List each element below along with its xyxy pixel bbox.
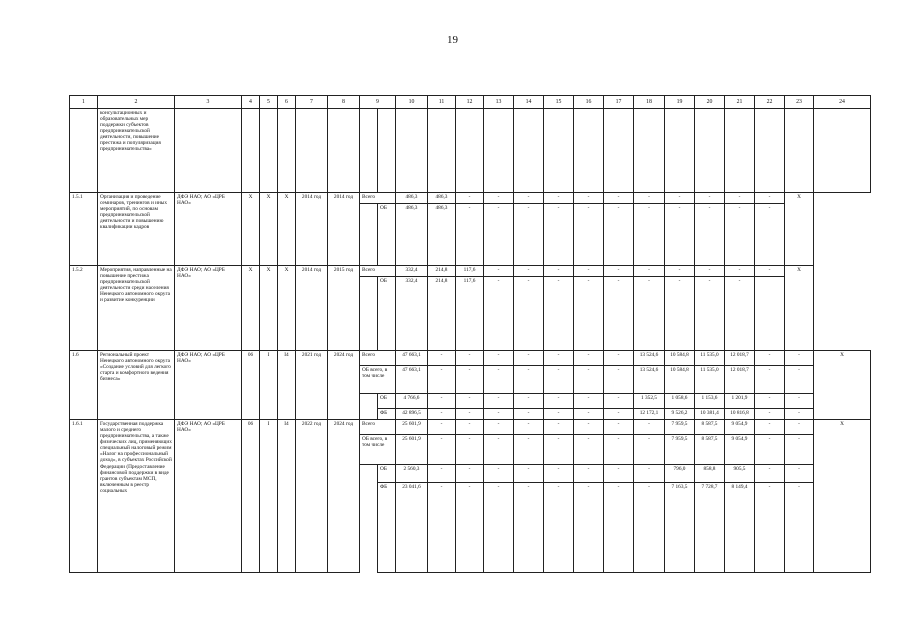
fund-source: Всего (360, 266, 396, 277)
header-cell: 16 (574, 96, 604, 109)
table-row: ФБ 42 896,5 - - - - - - - 12 172,1 9 526,2 10 381,4 10 816,8 - - (70, 409, 871, 420)
fund-source: ОБ (378, 204, 396, 266)
executor: ДФЭ НАО; АО «ЦРБ НАО» (175, 420, 242, 573)
fund-source: ОБ (378, 277, 396, 351)
measure-name: Региональный проект Ненецкого автономного округа «Создание условий для легкого старта и комфортного ведения бизнеса» (98, 351, 175, 420)
page-number: 19 (447, 34, 458, 46)
executor: ДФЭ НАО; АО «ЦРБ НАО» (175, 193, 242, 266)
table-row: ОБ всего, в том числе 25 601,9 - - - - - - - - 7 959,5 8 587,5 9 054,9 - - (70, 435, 871, 465)
row-id: 1.5.1 (70, 193, 98, 266)
start-year: 2014 год (296, 266, 328, 351)
table-row: 1.5.1 Организация и проведение семинаров, тренингов и иных мероприятий, по основам предпринимательской деятельности и повышению квалификации кадров ДФЭ НАО; АО «ЦРБ НАО» Х Х Х 2014 год 2014 год Всего 486,3 486,3 - - - - - - - - - - - Х (70, 193, 871, 204)
end-year: 2024 год (328, 420, 360, 573)
header-cell: 18 (634, 96, 665, 109)
header-cell: 24 (814, 96, 871, 109)
header-cell: 10 (396, 96, 428, 109)
header-cell: 7 (296, 96, 328, 109)
fund-source: ФБ (378, 483, 396, 573)
executor: ДФЭ НАО; АО «ЦРБ НАО» (175, 266, 242, 351)
header-cell: 19 (665, 96, 695, 109)
header-row (70, 96, 871, 109)
header-cell: 15 (544, 96, 574, 109)
header-cell: 5 (260, 96, 278, 109)
header-cell: 21 (725, 96, 755, 109)
header-cell: 6 (278, 96, 296, 109)
header-cell: 9 (360, 96, 396, 109)
table-row: ОБ 332,4 214,8 117,6 - - - - - - - - - (70, 277, 871, 351)
row-id: 1.6.1 (70, 420, 98, 573)
fund-source: ОБ (378, 465, 396, 483)
fund-source: Всего (360, 420, 396, 435)
header-cell: 13 (484, 96, 514, 109)
fund-source: ОБ (378, 394, 396, 409)
header-cell: 1 (70, 96, 98, 109)
fund-source: ОБ всего, в том числе (360, 366, 396, 394)
fund-source: Всего (360, 351, 396, 366)
end-year: 2015 год (328, 266, 360, 351)
measure-name: Мероприятия, направленные на повышение престижа предпринимательской деятельности среди населения Ненецкого автономного округа и развитие конкуренции (98, 266, 175, 351)
header-cell: 4 (242, 96, 260, 109)
header-cell: 8 (328, 96, 360, 109)
end-year: 2014 год (328, 193, 360, 266)
measure-name: Государственная поддержка малого и среднего предпринимательства, а также физических лиц, применяющих специальный налоговый режим «Налог на профессиональный доход», в субъектах Российской Федерации (Предоставление финансовой поддержки в виде грантов субъектам МСП, включенным в реестр социальных (98, 420, 175, 573)
header-cell: 14 (514, 96, 544, 109)
table-row: 1.6 Региональный проект Ненецкого автономного округа «Создание условий для легкого старта и комфортного ведения бизнеса» ДФЭ НАО; АО «ЦРБ НАО» 06 I I4 2021 год 2024 год Всего 47 663,1 - - - - - - - 13 524,6 10 584,8 11 535,0 12 018,7 - - Х (70, 351, 871, 366)
table-row: 1.5.2 Мероприятия, направленные на повышение престижа предпринимательской деятельности среди населения Ненецкого автономного округа и развитие конкуренции ДФЭ НАО; АО «ЦРБ НАО» Х Х Х 2014 год 2015 год Всего 332,4 214,8 117,6 - - - - - - - - - - Х (70, 266, 871, 277)
header-cell: 12 (456, 96, 484, 109)
header-cell: 20 (695, 96, 725, 109)
table-row: ОБ 2 560,3 - - - - - - - - 796,0 858,8 905,5 - - (70, 465, 871, 483)
fund-source: Всего (360, 193, 396, 204)
table-row: ФБ 23 041,6 - - - - - - - - 7 163,5 7 728,7 8 149,4 - - (70, 483, 871, 573)
row-id: 1.6 (70, 351, 98, 420)
table-row: ОБ 486,3 486,3 - - - - - - - - - - - (70, 204, 871, 266)
fund-source: ОБ всего, в том числе (360, 435, 396, 465)
row-id: 1.5.2 (70, 266, 98, 351)
header-cell: 23 (785, 96, 814, 109)
header-cell: 3 (175, 96, 242, 109)
measure-name: Организация и проведение семинаров, тренингов и иных мероприятий, по основам предпринимательской деятельности и повышению квалификации кадров (98, 193, 175, 266)
measure-name: консультационных и образовательных мер поддержки субъектов предпринимательской деятельности, повышение престижа и популяризация предпринимательства» (98, 109, 175, 193)
header-cell: 2 (98, 96, 175, 109)
start-year: 2022 год (296, 420, 328, 573)
header-cell: 22 (755, 96, 785, 109)
table-row: 1.6.1 Государственная поддержка малого и среднего предпринимательства, а также физических лиц, применяющих специальный налоговый режим «Налог на профессиональный доход», в субъектах Российской Федерации (Предоставление финансовой поддержки в виде грантов субъектам МСП, включенным в реестр социальных ДФЭ НАО; АО «ЦРБ НАО» 06 I I4 2022 год 2024 год Всего 25 601,9 - - - - - - - - 7 959,5 8 587,5 9 054,9 - - Х (70, 420, 871, 435)
start-year: 2014 год (296, 193, 328, 266)
table-row (70, 109, 871, 193)
executor: ДФЭ НАО; АО «ЦРБ НАО» (175, 351, 242, 420)
fund-source: ФБ (378, 409, 396, 420)
table-row: ОБ 4 766,6 - - - - - - - 1 352,5 1 058,6 1 153,6 1 201,9 - - (70, 394, 871, 409)
end-year: 2024 год (328, 351, 360, 420)
start-year: 2021 год (296, 351, 328, 420)
header-cell: 11 (428, 96, 456, 109)
header-cell: 17 (604, 96, 634, 109)
table-row: ОБ всего, в том числе 47 663,1 - - - - - - - 13 524,6 10 584,8 11 535,0 12 018,7 - - (70, 366, 871, 394)
program-table (69, 95, 871, 573)
